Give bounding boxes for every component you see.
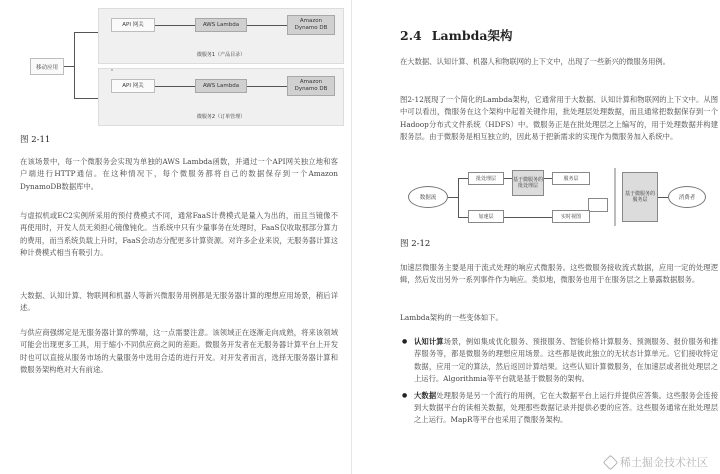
paragraph: 图2-12展现了一个简化的Lambda架构，它通常用于大数据、认知计算和物联网的上下文中。从图中可以看出，微服务在这个架构中起着关键作用，批处理层处理数据，而且通常把数据保存到一个Hadoop分布式文件系统（HDFS）中。微服务正是在批处理层之上编写的，用于处理数据并构建服务层。由于微服务是相互独立的，因此易于把新需求的实现作为微服务加入系统中。 <box>400 95 718 142</box>
juejin-logo-icon <box>603 454 619 470</box>
realtime-view-box: 实时视图 <box>552 210 590 223</box>
connector-line <box>458 178 468 179</box>
connector-line <box>504 217 552 218</box>
paragraph: 与虚拟机或EC2实例所采用的预付费模式不同，通常FaaS计费模式是量入为出的，而且当镜像不再使用时，开发人员无须担心镜像钝化。当系统中只有少量事务在处理时，FaaS仅收取那部分算力的费用，而当系统负载上升时，FaaS会动态分配更多计算资源。对许多企业来说，无服务器计算这种计费模式相当有吸引力。 <box>20 211 338 258</box>
connector-line <box>544 178 552 179</box>
grey-store-box <box>588 198 608 212</box>
list-item <box>400 390 718 427</box>
service1-caption: 微服务1（产品目录） <box>196 52 246 58</box>
connector-line <box>458 217 468 218</box>
variant-list <box>400 336 718 431</box>
connector-line <box>658 197 668 198</box>
figure-2-12-diagram <box>408 168 708 228</box>
arrow-line <box>155 86 195 87</box>
dynamodb-node: Amazon Dynamo DB <box>287 15 335 35</box>
speed-layer-box: 加速层 <box>468 210 504 223</box>
connector-line <box>448 197 458 198</box>
bullet-term: 认知计算 <box>414 337 444 346</box>
figure-2-12-label: 图 2-12 <box>400 239 431 249</box>
list-item <box>400 336 718 386</box>
section-title: Lambda架构 <box>431 28 513 43</box>
bullet-term: 大数据 <box>414 390 437 400</box>
microservice-batch-box: 基于微服务的批处理层 <box>512 170 544 196</box>
group-divider <box>614 168 616 226</box>
microservice-1-panel <box>98 8 344 64</box>
service2-caption: 微服务2（订单管理） <box>196 114 246 120</box>
left-page <box>0 0 352 474</box>
microservice-service-box: 基于微服务的服务层 <box>622 172 658 222</box>
bullet-text: 场景，例如集成优化服务、预报服务、智能价格计算服务、预测服务、报价服务和推荐服务等，都是微服务的理想应用场景。这些都是彼此独立的无状态计算单元。它们接收特定数据，应用一定的算法，然后返回计算结果。这些认知计算微服务，在加速层或者批处理层之上运行。Algorithmia等平台就是基于微服务的架构。 <box>414 337 718 384</box>
bullet-text: 处理服务是另一个流行的用例，它在大数据平台上运行并提供应答集。这些服务会连接到大数据平台的读相关数据，处理那些数据记录并提供必要的应答。这些服务通常在批处理层之上运行。MapR等平台也采用了微服务架构。 <box>414 390 719 425</box>
aws-lambda-node: AWS Lambda <box>195 79 247 93</box>
paragraph: 在该场景中，每一个微服务会实现为单独的AWS Lambda函数，并通过一个API网关独立地和客户端进行HTTP通信。在这种情况下，每个微服务都将自己的数据保存到一个Amazon DynamoDB数据库中。 <box>20 157 338 191</box>
microservice-2-panel <box>98 68 344 126</box>
connector-line <box>504 178 512 179</box>
mobile-app-box: 移动应用 <box>30 58 64 75</box>
paragraph: 加速层微服务主要是用于流式处理的响应式微服务。这些微服务接收流式数据，应用一定的处理逻辑，然后发出另外一系列事件作为响应。类似地，微服务也用于在服务层之上暴露数据服务。 <box>400 263 718 285</box>
paragraph: 与供应商强绑定是无服务器计算的弊端，这一点需要注意。该领域正在逐渐走向成熟，将来该领域可能会出现更多工具，用于缩小不同供应商之间的差距。微服务开发者在无服务器计算平台上开发时也可以直接从服务市场的大量服务中选用合适的进行开发。对开发者而言，选择无服务器计算和微服务架构绝对大有前途。 <box>20 328 338 375</box>
batch-layer-box: 批处理层 <box>468 172 504 185</box>
connector-line <box>64 66 74 67</box>
api-gateway-node: API 网关 <box>111 79 155 93</box>
connector-line <box>74 32 75 98</box>
connector-line <box>458 178 459 218</box>
arrow-line <box>247 25 287 26</box>
paragraph: Lambda架构的一些变体如下。 <box>400 313 503 322</box>
watermark <box>605 454 708 470</box>
figure-2-11-diagram <box>26 8 346 126</box>
api-gateway-node: API 网关 <box>111 18 155 32</box>
dynamodb-node: Amazon Dynamo DB <box>287 76 335 96</box>
right-page <box>360 0 720 474</box>
paragraph: 大数据、认知计算、物联网和机器人等新兴微服务用例都是无服务器计算的理想应用场景，稍后详述。 <box>20 291 338 313</box>
aws-lambda-node: AWS Lambda <box>195 18 247 32</box>
section-number: 2.4 <box>400 28 422 43</box>
consumer-cloud: 消费者 <box>668 186 706 208</box>
arrow-line <box>155 25 195 26</box>
arrow-line <box>247 86 287 87</box>
watermark-text: 稀土掘金技术社区 <box>620 456 708 469</box>
data-stream-cloud: 数据流 <box>408 186 448 208</box>
section-heading <box>400 26 512 44</box>
service-layer-box: 服务层 <box>552 172 590 185</box>
paragraph: 在大数据、认知计算、机器人和物联网的上下文中，出现了一些新兴的微服务用例。 <box>400 57 670 66</box>
figure-2-11-label: 图 2-11 <box>20 135 51 145</box>
